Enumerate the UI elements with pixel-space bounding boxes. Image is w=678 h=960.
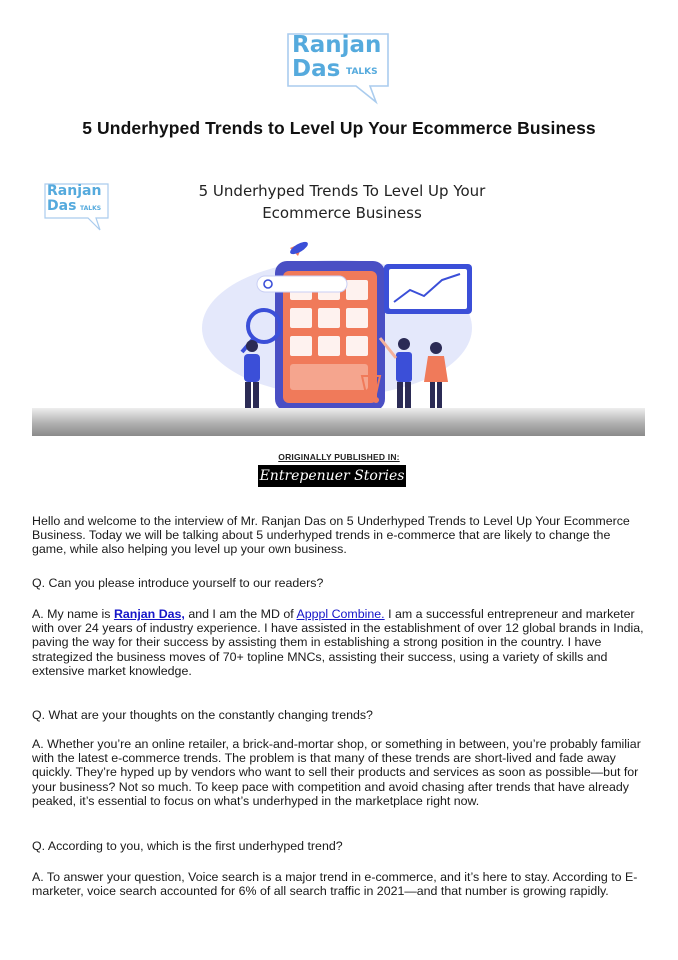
rocket-icon bbox=[288, 240, 309, 257]
apppl-combine-link[interactable]: Apppl Combine. bbox=[296, 607, 385, 621]
answer-2: A. Whether you’re an online retailer, a brick-and-mortar shop, or something in between, you’re probably familiar with the latest e-commerce trends. The problem is that many of these trends are short-lived and fade away quickly. They’re hyped up by vendors who want to sell their products and services as soon as possible—but for your business? Not so much. To keep pace with competition and avoid chasing after trends that have already peaked, it’s essential to focus on what’s underhyped in the marketplace right now. bbox=[32, 737, 641, 808]
logo-line2: Das bbox=[292, 56, 341, 82]
question-1: Q. Can you please introduce yourself to our readers? bbox=[32, 576, 324, 590]
ecommerce-illustration bbox=[32, 168, 645, 436]
answer-1-mid: and I am the MD of bbox=[184, 607, 297, 621]
ranjan-das-talks-logo bbox=[284, 28, 394, 108]
line-chart-panel-icon bbox=[384, 264, 472, 314]
question-3: Q. According to you, which is the first underhyped trend? bbox=[32, 839, 343, 853]
published-in-label: ORIGINALLY PUBLISHED IN: bbox=[278, 452, 400, 462]
page-title: 5 Underhyped Trends to Level Up Your Ecommerce Business bbox=[82, 118, 596, 138]
question-2: Q. What are your thoughts on the constantly changing trends? bbox=[32, 708, 373, 722]
logo-line1: Ranjan bbox=[292, 32, 382, 58]
answer-1-rest: I am a successful entrepreneur and marketer with over 24 years of industry experience. I have assisted in the establishment of over 12 global brands in India, paving the way for their success by assisting them in establishing a strong position in the country. I have strategized the business moves of 70+ topline MNCs, assisting their success, using a variety of skills and extensive market knowledge. bbox=[32, 607, 644, 678]
hero-banner bbox=[32, 168, 645, 436]
hero-title-line2: Ecommerce Business bbox=[262, 204, 422, 222]
ranjan-das-link[interactable]: Ranjan Das, bbox=[113, 607, 185, 621]
search-bar-icon bbox=[257, 276, 347, 292]
publication-badge: Entrepenuer Stories bbox=[258, 465, 406, 487]
hero-logo-line1: Ranjan bbox=[47, 183, 102, 199]
logo-tag: TALKS bbox=[346, 67, 378, 77]
hero-logo-tag: TALKS bbox=[80, 205, 102, 212]
answer-3: A. To answer your question, Voice search is a major trend in e-commerce, and it’s here to stay. According to E-marketer, voice search accounted for 6% of all search traffic in 2021—and that number is growing rapidly. bbox=[32, 870, 638, 899]
answer-1-prefix: A. My name is bbox=[32, 607, 114, 621]
answer-1 bbox=[32, 607, 644, 678]
hero-bottom-band bbox=[32, 408, 645, 436]
hero-title-line1: 5 Underhyped Trends To Level Up Your bbox=[198, 182, 486, 200]
intro-paragraph: Hello and welcome to the interview of Mr. Ranjan Das on 5 Underhyped Trends to Level Up Your Ecommerce Business. Today we will be talking about 5 underhyped trends in e-commerce that are likely to change the game, while also helping you level up your own business. bbox=[32, 514, 630, 557]
hero-logo-line2: Das bbox=[47, 198, 77, 214]
